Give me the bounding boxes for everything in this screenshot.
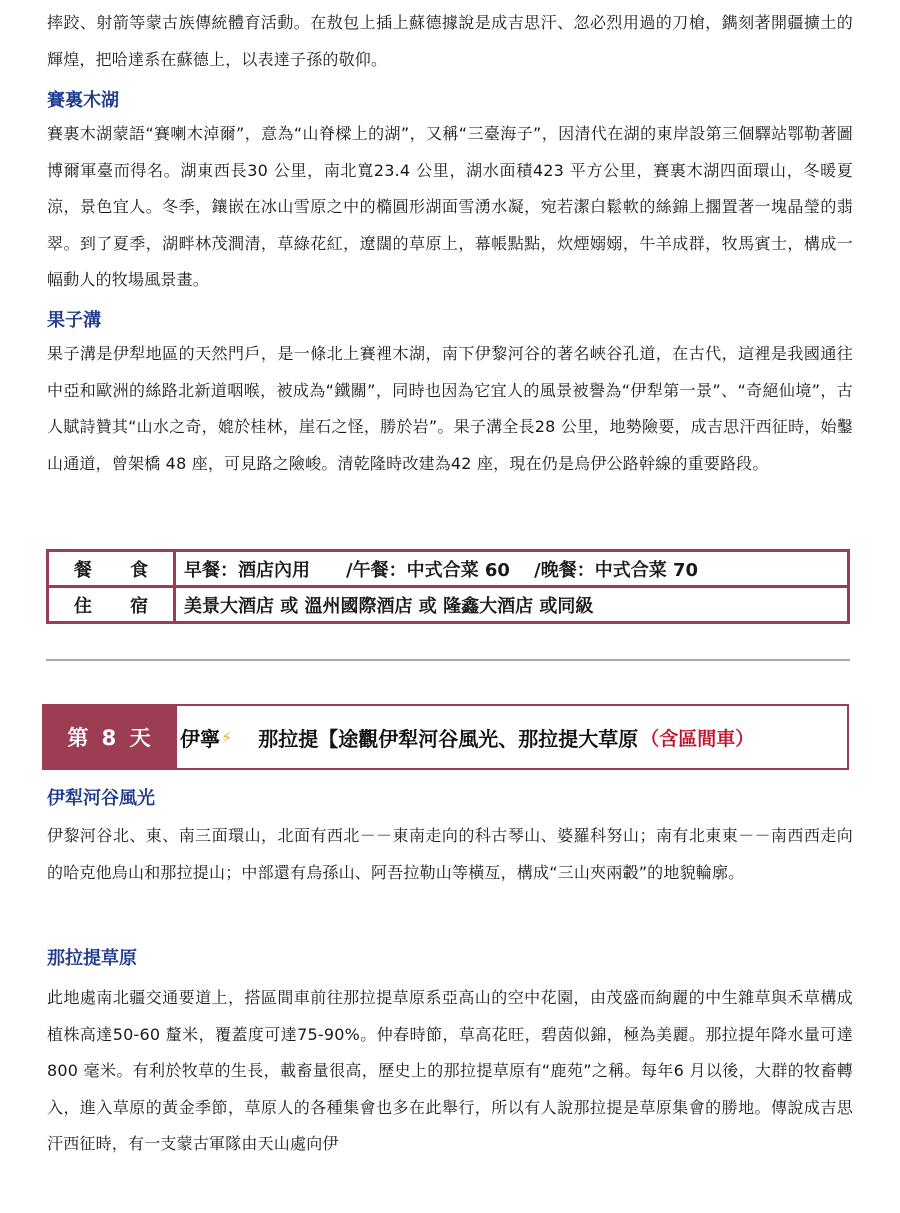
lodging-row [48,587,849,623]
lodging-value: 美景大酒店 或 溫州國際酒店 或 隆鑫大酒店 或同級 [175,587,849,623]
heading-nalati: 那拉提草原 [47,948,137,969]
day-8-title [180,706,754,768]
meals-label: 餐 食 [48,551,175,587]
meals-row [48,551,849,587]
heading-sayram-lake: 賽裏木湖 [47,90,119,111]
intro-paragraph: 摔跤、射箭等蒙古族傳統體育活動。在敖包上插上蘇德據說是成吉思汗、忽必烈用過的刀槍，鐫刻著開疆擴土的輝煌，把哈達系在蘇德上，以表達子孫的敬仰。 [47,13,853,69]
heading-ili-valley: 伊犁河谷風光 [47,788,155,809]
day-8-origin: 伊寧 [180,726,220,751]
lodging-label: 住 宿 [48,587,175,623]
day-8-badge: 第 8 天 [44,706,177,768]
heading-guozigou: 果子溝 [47,310,101,331]
section-divider [46,659,850,661]
day-8-note: （含區間車） [640,727,755,750]
ili-valley-paragraph: 伊黎河谷北、東、南三面環山，北面有西北－－東南走向的科古琴山、婆羅科努山；南有北東東－－南西西走向的哈克他烏山和那拉提山；中部還有烏孫山、阿吾拉勒山等橫亙，構成“三山夾兩轂”的地貌輪廓。 [47,826,853,882]
day-8-route: 那拉提【途觀伊犁河谷風光、那拉提大草原 [258,726,639,751]
lightning-icon: ⚡ [221,727,233,747]
nalati-paragraph: 此地處南北疆交通要道上，搭區間車前往那拉提草原系亞高山的空中花園，由茂盛而絢麗的中生雜草與禾草構成植株高達50-60 釐米，覆蓋度可達75-90%。仲春時節，草高花旺，碧茵似錦，極為美麗。那拉提年降水量可達800 毫米。有利於牧草的生長，載畜量很高，歷史上的那拉提草原有“鹿苑”之稱。每年6 月以後，大群的牧畜轉入，進入草原的黃金季節，草原人的各種集會也多在此舉行，所以有人說那拉提是草原集會的勝地。傳說成吉思汗西征時，有一支蒙古軍隊由天山處向伊 [47,988,853,1154]
guozigou-paragraph: 果子溝是伊犁地區的天然門戶，是一條北上賽裡木湖，南下伊黎河谷的著名峽谷孔道，在古代，這裡是我國通往中亞和歐洲的絲路北新道咽喉，被成為“鐵關”，同時也因為它宜人的風景被譽為“伊犁第一景”、“奇絕仙境”，古人賦詩贊其“山水之奇，媲於桂林，崖石之怪，勝於岩”。果子溝全長28 公里，地勢險要，成吉思汗西征時，始鑿山通道，曾架橋 48 座，可見路之險峻。清乾隆時改建為42 座，現在仍是烏伊公路幹線的重要路段。 [47,344,853,473]
day-8-banner [42,704,849,770]
meals-value: 早餐：酒店內用 /午餐：中式合菜 60 /晚餐：中式合菜 70 [175,551,849,587]
meals-lodging-table [46,549,850,624]
sayram-lake-paragraph: 賽裏木湖蒙語“賽喇木淖爾”，意為“山脊樑上的湖”，又稱“三臺海子”，因清代在湖的東岸設第三個驛站鄂勒著圖博爾軍臺而得名。湖東西長30 公里，南北寬23.4 公里，湖水面積423 平方公里，賽裏木湖四面環山，冬暖夏涼，景色宜人。冬季，鑲嵌在冰山雪原之中的橢圓形湖面雪湧水凝，宛若潔白鬆軟的絲錦上擱置著一塊晶瑩的翡翠。到了夏季，湖畔林茂澗清，草綠花紅，遼闊的草原上，幕帳點點，炊煙嫋嫋，牛羊成群，牧馬賓士，構成一幅動人的牧場風景畫。 [47,124,853,290]
